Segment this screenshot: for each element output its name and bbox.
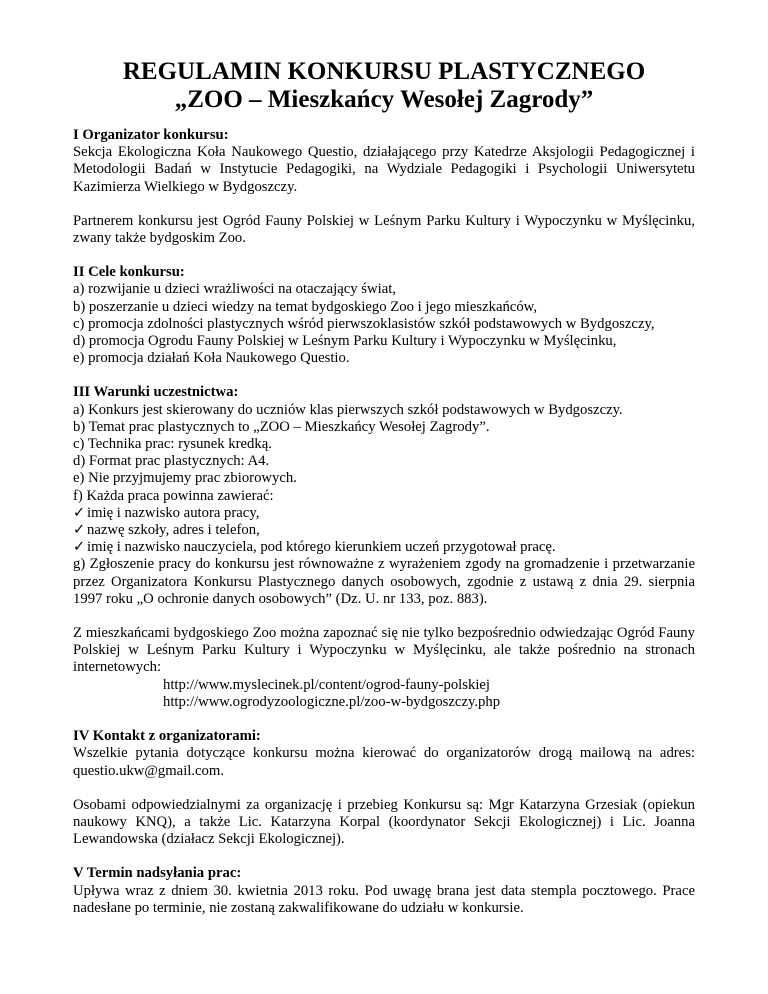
checklist-item	[73, 539, 695, 556]
list-item: b) Temat prac plastycznych to „ZOO – Mieszkańcy Wesołej Zagrody”.	[73, 418, 490, 435]
checkmark-icon: ✓	[73, 504, 86, 521]
document-title: REGULAMIN KONKURSU PLASTYCZNEGO	[122, 58, 646, 85]
list-item: b) poszerzanie u dzieci wiedzy na temat bydgoskiego Zoo i jego mieszkańców,	[73, 298, 537, 315]
organizer-paragraph: Sekcja Ekologiczna Koła Naukowego Questio, działającego przy Katedrze Aksjologii Pedagogicznej i Metodologii Badań w Instytucie Pedagogiki, na Wydziale Pedagogiki i Psychologii Uniwersytetu Kazimierza Wielkiego w Bydgoszczy.	[73, 144, 695, 195]
partner-paragraph: Partnerem konkursu jest Ogród Fauny Polskiej w Leśnym Parku Kultury i Wypoczynku w Myślęcinku, zwany także bydgoskim Zoo.	[73, 212, 695, 247]
info-paragraph: Z mieszkańcami bydgoskiego Zoo można zapoznać się nie tylko bezpośrednio odwiedzając Ogród Fauny Polskiej w Leśnym Parku Kultury i Wypoczynku w Myślęcinku, ale także pośrednio na stronach internetowych:	[73, 625, 695, 676]
section-heading: V Termin nadsyłania prac:	[73, 865, 242, 882]
section-heading: III Warunki uczestnictwa:	[73, 384, 239, 401]
list-item: d) promocja Ogrodu Fauny Polskiej w Leśnym Parku Kultury i Wypoczynku w Myślęcinku,	[73, 333, 617, 350]
section-heading: IV Kontakt z organizatorami:	[73, 728, 261, 745]
consent-paragraph: g) Zgłoszenie pracy do konkursu jest równoważne z wyrażeniem zgody na gromadzenie i przetwarzanie przez Organizatora Konkursu Plastycznego danych osobowych, zgodnie z ustawą z dnia 29. sierpnia 1997 roku „O ochronie danych osobowych” (Dz. U. nr 133, poz. 883).	[73, 556, 695, 607]
deadline-paragraph: Upływa wraz z dniem 30. kwietnia 2013 roku. Pod uwagę brana jest data stempla pocztowego. Prace nadesłane po terminie, nie zostaną zakwalifikowane do udziału w konkursie.	[73, 882, 695, 916]
website-link[interactable]: http://www.myslecinek.pl/content/ogrod-fauny-polskiej	[163, 676, 491, 693]
section-deadline	[73, 865, 695, 917]
list-item: c) promocja zdolności plastycznych wśród pierwszoklasistów szkół podstawowych w Bydgoszczy,	[73, 315, 655, 332]
list-item: a) rozwijanie u dzieci wrażliwości na otaczający świat,	[73, 281, 396, 298]
list-item: d) Format prac plastycznych: A4.	[73, 453, 270, 470]
title-block	[73, 58, 695, 114]
list-item: f) Każda praca powinna zawierać:	[73, 487, 274, 504]
section-heading: II Cele konkursu:	[73, 264, 185, 281]
section-conditions	[73, 384, 695, 711]
list-item: c) Technika prac: rysunek kredką.	[73, 436, 272, 453]
document-page	[73, 58, 695, 934]
checklist-item-label: imię i nazwisko autora pracy,	[87, 504, 260, 521]
checkmark-icon: ✓	[73, 539, 86, 556]
checkmark-icon: ✓	[73, 522, 86, 539]
list-item: e) Nie przyjmujemy prac zbiorowych.	[73, 470, 297, 487]
checklist-item	[73, 522, 695, 539]
checklist-item	[73, 505, 695, 522]
checklist-item-label: imię i nazwisko nauczyciela, pod którego kierunkiem uczeń przygotował pracę.	[87, 539, 556, 556]
website-link[interactable]: http://www.ogrodyzoologiczne.pl/zoo-w-bydgoszczy.php	[163, 693, 501, 710]
list-item: e) promocja działań Koła Naukowego Questio.	[73, 350, 350, 367]
checklist-item-label: nazwę szkoły, adres i telefon,	[87, 522, 260, 539]
section-organizer	[73, 127, 695, 247]
responsible-persons-paragraph: Osobami odpowiedzialnymi za organizację i przebieg Konkursu są: Mgr Katarzyna Grzesiak (opiekun naukowy KNQ), a także Lic. Katarzyna Korpal (koordynator Sekcji Ekologicznej) i Lic. Joanna Lewandowska (działacz Sekcji Ekologicznej).	[73, 796, 695, 848]
list-item: a) Konkurs jest skierowany do uczniów klas pierwszych szkół podstawowych w Bydgoszczy.	[73, 401, 623, 418]
document-subtitle: „ZOO – Mieszkańcy Wesołej Zagrody”	[174, 86, 594, 113]
section-goals	[73, 264, 695, 367]
contact-paragraph: Wszelkie pytania dotyczące konkursu można kierować do organizatorów drogą mailową na adres: questio.ukw@gmail.com.	[73, 745, 695, 779]
section-contact	[73, 728, 695, 848]
section-heading: I Organizator konkursu:	[73, 127, 229, 143]
